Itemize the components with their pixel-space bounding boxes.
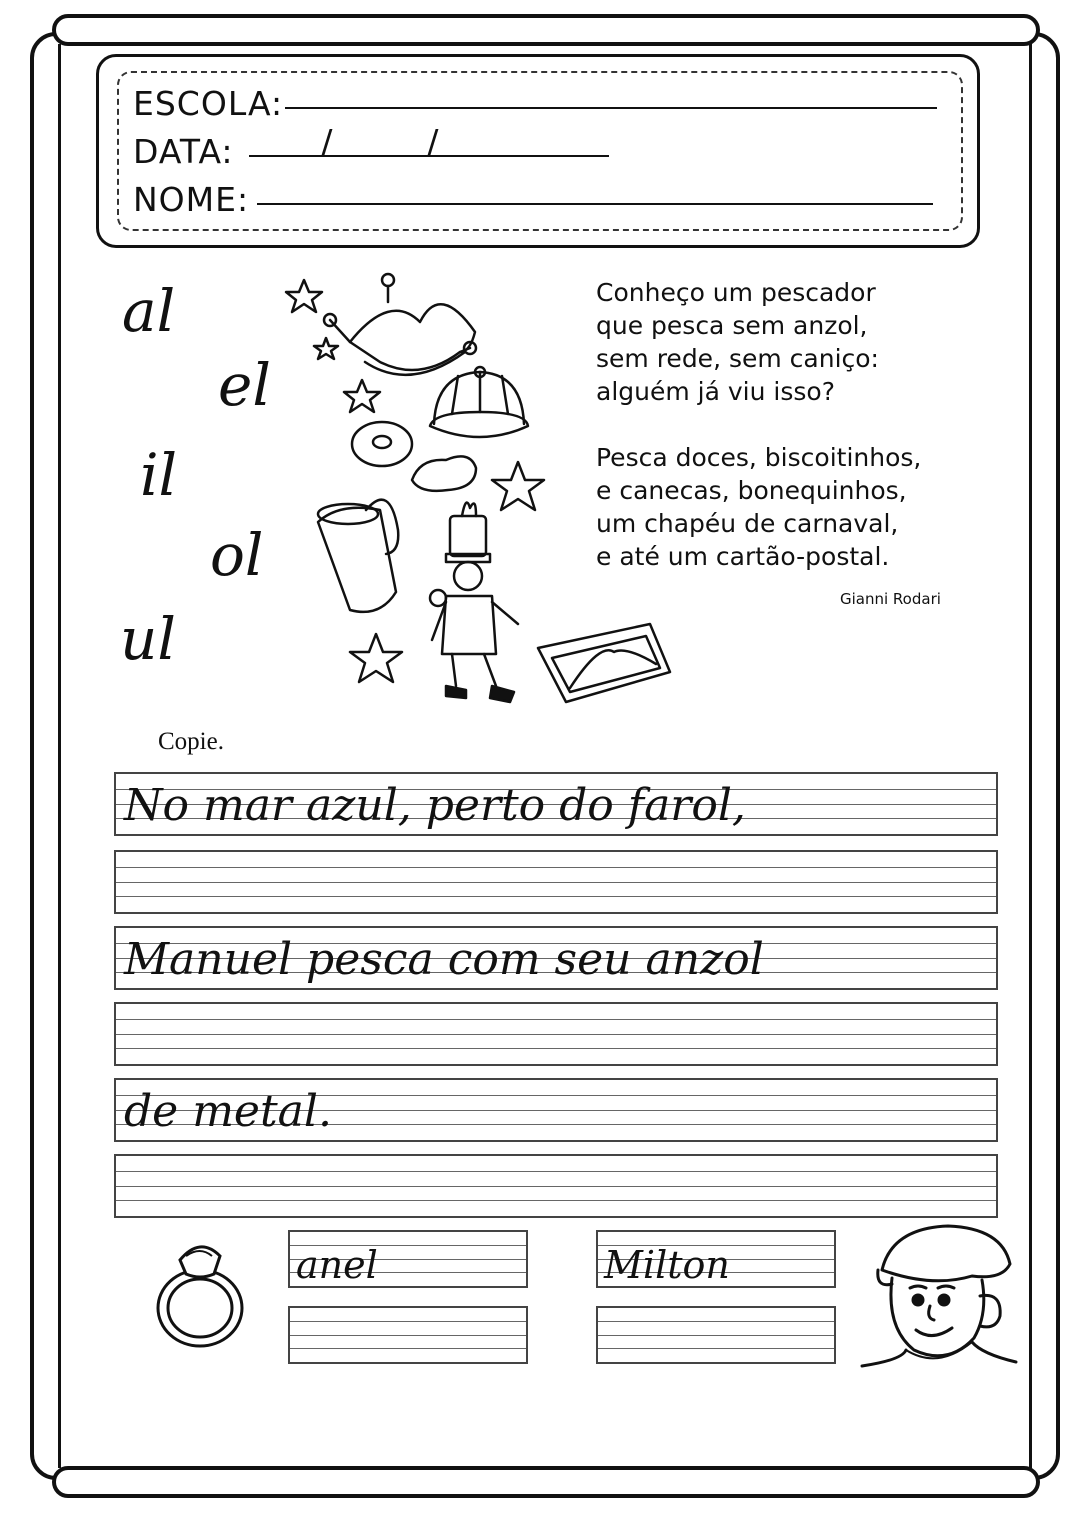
syllable-ul: ul (120, 605, 176, 673)
practice-band-blank[interactable] (114, 850, 998, 914)
name-label: NOME: (133, 180, 250, 219)
model-sentence-line: No mar azul, perto do farol, (124, 780, 746, 831)
name-input-line[interactable] (257, 203, 933, 205)
practice-band-model (114, 772, 998, 836)
poem-line: Pesca doces, biscoitinhos, (596, 443, 922, 472)
word-anel: anel (296, 1243, 378, 1287)
practice-band-blank[interactable] (114, 1002, 998, 1066)
practice-band-model (114, 1078, 998, 1142)
postcard-icon (538, 624, 670, 702)
scroll-top-roll (52, 14, 1040, 46)
biscuit-icon (412, 456, 476, 490)
star-icon (286, 280, 322, 312)
word-milton: Milton (604, 1243, 730, 1287)
school-label: ESCOLA: (133, 84, 284, 123)
syllable-al: al (122, 277, 176, 345)
poem-line: e até um cartão-postal. (596, 542, 890, 571)
donut-icon (352, 422, 412, 466)
model-sentence-line: Manuel pesca com seu anzol (124, 934, 764, 985)
date-separator-1: / (321, 123, 333, 163)
syllable-el: el (218, 351, 271, 419)
ring-icon (150, 1234, 260, 1354)
header-box (96, 54, 980, 248)
word-band-milton (596, 1230, 836, 1288)
star-icon (344, 380, 380, 412)
practice-band-blank[interactable] (114, 1154, 998, 1218)
practice-band-model (114, 926, 998, 990)
star-icon (314, 338, 338, 359)
mug-icon (318, 500, 398, 612)
poem-line: alguém já viu isso? (596, 377, 835, 406)
cap-icon (430, 367, 528, 437)
poem-author: Gianni Rodari (840, 590, 941, 608)
date-label: DATA: (133, 132, 234, 171)
poem-line: Conheço um pescador (596, 278, 876, 307)
syllable-ol: ol (210, 521, 264, 589)
model-sentence-line: de metal. (124, 1086, 332, 1137)
school-input-line[interactable] (285, 107, 937, 109)
jester-hat-icon (324, 274, 476, 375)
date-separator-2: / (427, 123, 439, 163)
word-band-blank[interactable] (288, 1306, 528, 1364)
star-icon (492, 462, 544, 510)
poem-line: um chapéu de carnaval, (596, 509, 899, 538)
word-band-blank[interactable] (596, 1306, 836, 1364)
star-icon (350, 634, 402, 682)
scroll-bottom-roll (52, 1466, 1040, 1498)
poem (596, 276, 976, 573)
poem-line: sem rede, sem caniço: (596, 344, 879, 373)
word-band-anel (288, 1230, 528, 1288)
exercise-instruction: Copie. (158, 728, 224, 755)
poem-line: que pesca sem anzol, (596, 311, 868, 340)
poem-line: e canecas, bonequinhos, (596, 476, 907, 505)
boy-with-cap-icon (852, 1218, 1018, 1372)
toy-soldier-icon (430, 503, 518, 702)
syllable-il: il (140, 441, 178, 509)
